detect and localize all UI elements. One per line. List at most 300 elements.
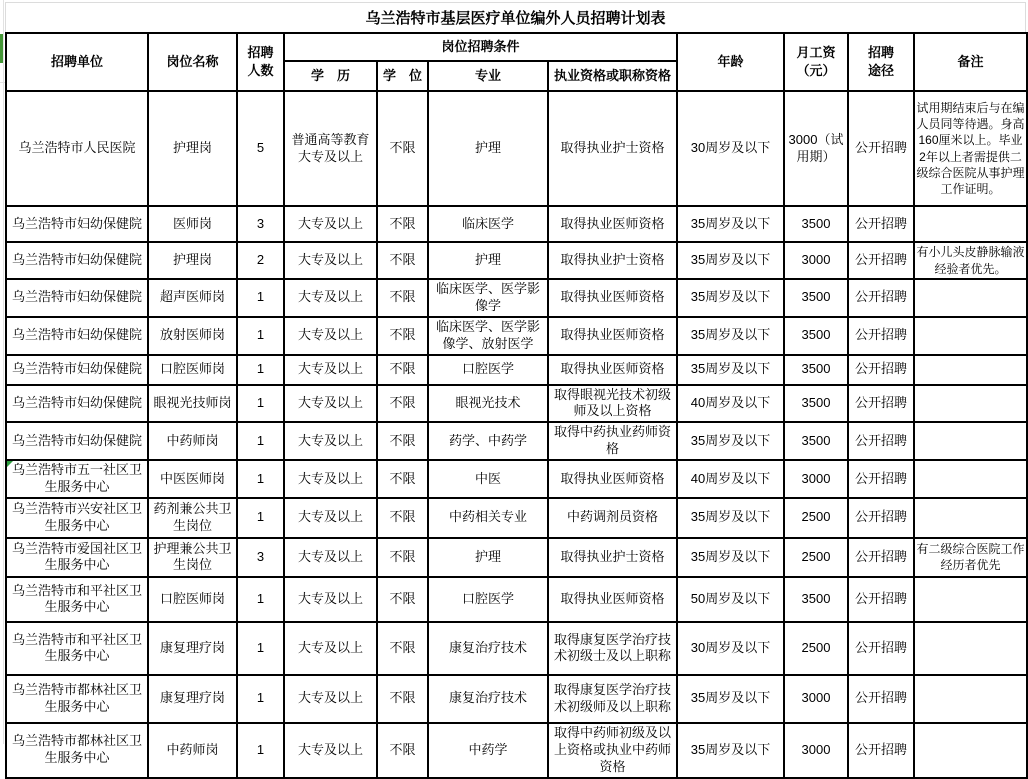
cell-unit[interactable]	[6, 422, 148, 460]
cell-unit[interactable]	[6, 498, 148, 538]
cell-education[interactable]	[284, 91, 377, 206]
table-title[interactable]: 乌兰浩特市基层医疗单位编外人员招聘计划表	[5, 2, 1026, 32]
cell-channel[interactable]	[848, 723, 914, 778]
cell-channel[interactable]	[848, 675, 914, 723]
col-header-degree[interactable]: 学 位	[377, 61, 428, 91]
cell-remark[interactable]	[914, 538, 1027, 577]
cell-education[interactable]	[284, 675, 377, 723]
cell-remark[interactable]	[914, 622, 1027, 675]
cell-degree[interactable]	[377, 538, 428, 577]
cell-text: 口腔医学	[461, 361, 514, 377]
cell-text: 放射医师岗	[159, 327, 225, 343]
cell-salary[interactable]	[784, 460, 848, 498]
cell-channel[interactable]	[848, 498, 914, 538]
col-header-post[interactable]: 岗位名称	[148, 33, 237, 91]
cell-text: 公开招聘	[855, 215, 908, 231]
cell-unit[interactable]	[6, 279, 148, 317]
cell-age[interactable]	[677, 538, 784, 577]
cell-text: 公开招聘	[855, 395, 908, 410]
cell-qualification[interactable]	[548, 355, 677, 385]
cell-unit[interactable]	[6, 242, 148, 279]
cell-text: 40周岁及以下	[690, 395, 771, 410]
table-row	[6, 279, 1027, 317]
cell-salary[interactable]	[784, 91, 848, 206]
cell-text: 取得执业护士资格	[560, 252, 665, 268]
cell-degree[interactable]	[377, 242, 428, 279]
col-header-count[interactable]: 招聘人数	[237, 33, 284, 91]
cell-age[interactable]	[677, 385, 784, 423]
cell-major[interactable]	[428, 538, 548, 577]
cell-text: 1	[256, 639, 265, 655]
table-row	[6, 538, 1027, 577]
cell-text: 乌兰浩特市人民医院	[18, 140, 136, 156]
cell-count[interactable]	[237, 622, 284, 675]
cell-qualification[interactable]	[548, 675, 677, 723]
cell-post[interactable]	[148, 317, 237, 355]
cell-text: 乌兰浩特市都林社区卫生服务中心	[11, 682, 142, 714]
cell-text: 30周岁及以下	[690, 140, 771, 156]
cell-remark[interactable]	[914, 242, 1027, 279]
cell-major[interactable]	[428, 279, 548, 317]
cell-major[interactable]	[428, 91, 548, 206]
cell-text: 眼视光技师岗	[153, 395, 232, 410]
cell-channel[interactable]	[848, 538, 914, 577]
cell-error-flag-icon	[7, 461, 13, 467]
cell-text: 3	[256, 215, 265, 231]
cell-text: 大专及以上	[297, 639, 363, 655]
cell-major[interactable]	[428, 723, 548, 778]
col-header-qualification[interactable]: 执业资格或职称资格	[548, 61, 677, 91]
cell-text: 取得执业护士资格	[560, 548, 665, 564]
cell-post[interactable]	[148, 422, 237, 460]
cell-text: 乌兰浩特市都林社区卫生服务中心	[11, 733, 142, 766]
cell-text: 3500	[801, 289, 831, 305]
cell-text: 公开招聘	[855, 470, 908, 486]
cell-text: 35周岁及以下	[690, 741, 771, 757]
cell-degree[interactable]	[377, 577, 428, 622]
cell-text: 乌兰浩特市妇幼保健院	[11, 432, 142, 448]
cell-post[interactable]	[148, 355, 237, 385]
cell-channel[interactable]	[848, 355, 914, 385]
cell-text: 取得康复医学治疗技术初级士及以上职称	[554, 631, 672, 664]
cell-education[interactable]	[284, 723, 377, 778]
cell-remark[interactable]	[914, 498, 1027, 538]
cell-qualification[interactable]	[548, 206, 677, 242]
cell-text: 大专及以上	[297, 741, 363, 757]
cell-text: 3000	[801, 470, 831, 486]
cell-education[interactable]	[284, 355, 377, 385]
cell-major[interactable]	[428, 317, 548, 355]
cell-remark[interactable]	[914, 675, 1027, 723]
cell-age[interactable]	[677, 355, 784, 385]
cell-text: 取得执业医师资格	[560, 590, 665, 606]
cell-text: 乌兰浩特市妇幼保健院	[11, 327, 142, 343]
cell-degree[interactable]	[377, 317, 428, 355]
cell-text: 口腔医学	[461, 590, 514, 606]
cell-unit[interactable]	[6, 723, 148, 778]
cell-count[interactable]	[237, 317, 284, 355]
cell-post[interactable]	[148, 460, 237, 498]
cell-text: 乌兰浩特市妇幼保健院	[11, 215, 142, 231]
table-row	[6, 675, 1027, 723]
cell-post[interactable]	[148, 498, 237, 538]
cell-count[interactable]	[237, 577, 284, 622]
table-row	[6, 422, 1027, 460]
cell-major[interactable]	[428, 422, 548, 460]
cell-text: 35周岁及以下	[690, 690, 771, 706]
cell-text: 大专及以上	[297, 690, 363, 706]
cell-salary[interactable]	[784, 206, 848, 242]
cell-remark[interactable]	[914, 279, 1027, 317]
cell-degree[interactable]	[377, 91, 428, 206]
cell-unit[interactable]	[6, 91, 148, 206]
cell-age[interactable]	[677, 242, 784, 279]
cell-text: 乌兰浩特市妇幼保健院	[11, 395, 142, 410]
cell-age[interactable]	[677, 91, 784, 206]
cell-text: 3500	[801, 327, 831, 343]
cell-text: 3000	[801, 252, 831, 268]
cell-unit[interactable]	[6, 206, 148, 242]
cell-post[interactable]	[148, 91, 237, 206]
cell-major[interactable]	[428, 622, 548, 675]
cell-degree[interactable]	[377, 498, 428, 538]
cell-unit[interactable]	[6, 355, 148, 385]
cell-post[interactable]	[148, 675, 237, 723]
cell-text: 2500	[801, 548, 831, 564]
cell-education[interactable]	[284, 622, 377, 675]
cell-qualification[interactable]	[548, 91, 677, 206]
col-header-age[interactable]: 年龄	[677, 33, 784, 91]
cell-count[interactable]	[237, 723, 284, 778]
cell-qualification[interactable]	[548, 317, 677, 355]
cell-channel[interactable]	[848, 242, 914, 279]
cell-unit[interactable]	[6, 622, 148, 675]
cell-text: 中药师岗	[166, 432, 219, 448]
cell-qualification[interactable]	[548, 422, 677, 460]
cell-count[interactable]	[237, 206, 284, 242]
cell-salary[interactable]	[784, 538, 848, 577]
cell-channel[interactable]	[848, 422, 914, 460]
cell-salary[interactable]	[784, 422, 848, 460]
cell-text: 公开招聘	[855, 639, 908, 655]
cell-text: 不限	[389, 432, 416, 448]
col-header-salary[interactable]: 月工资（元）	[784, 33, 848, 91]
cell-education[interactable]	[284, 577, 377, 622]
cell-text: 3500	[801, 395, 831, 410]
cell-text: 口腔医师岗	[159, 361, 225, 377]
cell-remark[interactable]	[914, 460, 1027, 498]
col-header-major[interactable]: 专业	[428, 61, 548, 91]
cell-age[interactable]	[677, 498, 784, 538]
cell-education[interactable]	[284, 460, 377, 498]
cell-text: 眼视光技术	[455, 395, 521, 410]
cell-text: 1	[256, 289, 265, 305]
cell-salary[interactable]	[784, 355, 848, 385]
cell-text: 不限	[389, 548, 416, 564]
cell-remark[interactable]	[914, 422, 1027, 460]
cell-unit[interactable]	[6, 317, 148, 355]
cell-text: 不限	[389, 289, 416, 305]
col-header-education[interactable]: 学 历	[284, 61, 377, 91]
cell-remark[interactable]	[914, 355, 1027, 385]
cell-text: 试用期结束后与在编人员同等待遇。身高160厘米以上。毕业2年以上者需提供二级综合医院从事护理工作证明。	[916, 100, 1025, 196]
cell-qualification[interactable]	[548, 279, 677, 317]
cell-text: 1	[256, 509, 265, 525]
cell-age[interactable]	[677, 723, 784, 778]
cell-text: 3500	[801, 432, 831, 448]
cell-education[interactable]	[284, 422, 377, 460]
cell-text: 取得执业医师资格	[560, 327, 665, 343]
cell-text: 公开招聘	[855, 140, 908, 156]
cell-text: 3000	[801, 741, 831, 757]
cell-text: 药学、中药学	[448, 432, 527, 448]
cell-text: 康复理疗岗	[159, 639, 225, 655]
table-row	[6, 91, 1027, 206]
cell-channel[interactable]	[848, 279, 914, 317]
cell-age[interactable]	[677, 279, 784, 317]
cell-salary[interactable]	[784, 317, 848, 355]
cell-education[interactable]	[284, 242, 377, 279]
cell-text: 取得执业医师资格	[560, 470, 665, 486]
cell-major[interactable]	[428, 355, 548, 385]
cell-text: 取得执业医师资格	[560, 361, 665, 377]
cell-degree[interactable]	[377, 206, 428, 242]
cell-post[interactable]	[148, 242, 237, 279]
cell-text: 不限	[389, 509, 416, 525]
cell-qualification[interactable]	[548, 498, 677, 538]
cell-text: 大专及以上	[297, 590, 363, 606]
cell-text: 公开招聘	[855, 252, 908, 268]
table-row	[6, 242, 1027, 279]
cell-text: 口腔医师岗	[159, 590, 225, 606]
cell-text: 2	[256, 252, 265, 268]
table-row	[6, 577, 1027, 622]
cell-education[interactable]	[284, 538, 377, 577]
cell-text: 取得执业医师资格	[560, 289, 665, 305]
cell-count[interactable]	[237, 242, 284, 279]
cell-age[interactable]	[677, 206, 784, 242]
cell-count[interactable]	[237, 460, 284, 498]
cell-major[interactable]	[428, 385, 548, 423]
sheet-gridline-vertical	[3, 0, 4, 744]
cell-unit[interactable]	[6, 577, 148, 622]
cell-text: 大专及以上	[297, 327, 363, 343]
cell-unit[interactable]	[6, 460, 148, 498]
row-selection-indicator	[0, 34, 3, 63]
cell-salary[interactable]	[784, 622, 848, 675]
cell-text: 护理岗	[172, 140, 212, 156]
cell-count[interactable]	[237, 538, 284, 577]
cell-count[interactable]	[237, 355, 284, 385]
cell-major[interactable]	[428, 577, 548, 622]
cell-text: 护理	[474, 140, 501, 156]
cell-text: 乌兰浩特市和平社区卫生服务中心	[11, 631, 142, 664]
cell-count[interactable]	[237, 675, 284, 723]
cell-education[interactable]	[284, 279, 377, 317]
cell-text: 5	[256, 140, 265, 156]
cell-text: 取得中药师初级及以上资格或执业中药师资格	[554, 724, 672, 774]
cell-salary[interactable]	[784, 577, 848, 622]
table-row	[6, 317, 1027, 355]
cell-qualification[interactable]	[548, 622, 677, 675]
cell-salary[interactable]	[784, 242, 848, 279]
cell-text: 3000（试用期）	[788, 131, 844, 164]
cell-text: 公开招聘	[855, 548, 908, 564]
cell-text: 不限	[389, 470, 416, 486]
cell-salary[interactable]	[784, 279, 848, 317]
table-row	[6, 498, 1027, 538]
cell-remark[interactable]	[914, 317, 1027, 355]
table-body	[6, 91, 1027, 778]
cell-text: 公开招聘	[855, 690, 908, 706]
cell-degree[interactable]	[377, 460, 428, 498]
cell-major[interactable]	[428, 675, 548, 723]
cell-text: 35周岁及以下	[690, 432, 771, 448]
table-row	[6, 460, 1027, 498]
col-header-remark[interactable]: 备注	[914, 33, 1027, 91]
cell-channel[interactable]	[848, 460, 914, 498]
cell-text: 2500	[801, 639, 831, 655]
cell-qualification[interactable]	[548, 242, 677, 279]
cell-count[interactable]	[237, 498, 284, 538]
cell-education[interactable]	[284, 385, 377, 423]
cell-degree[interactable]	[377, 622, 428, 675]
cell-text: 40周岁及以下	[690, 470, 771, 486]
cell-channel[interactable]	[848, 385, 914, 423]
table-row	[6, 355, 1027, 385]
cell-channel[interactable]	[848, 577, 914, 622]
cell-post[interactable]	[148, 279, 237, 317]
cell-post[interactable]	[148, 577, 237, 622]
cell-major[interactable]	[428, 206, 548, 242]
cell-salary[interactable]	[784, 723, 848, 778]
cell-age[interactable]	[677, 675, 784, 723]
cell-degree[interactable]	[377, 355, 428, 385]
cell-channel[interactable]	[848, 622, 914, 675]
cell-text: 公开招聘	[855, 590, 908, 606]
cell-remark[interactable]	[914, 206, 1027, 242]
cell-remark[interactable]	[914, 91, 1027, 206]
cell-count[interactable]	[237, 385, 284, 423]
cell-salary[interactable]	[784, 498, 848, 538]
cell-post[interactable]	[148, 206, 237, 242]
cell-post[interactable]	[148, 385, 237, 423]
cell-text: 中医	[474, 470, 501, 486]
cell-qualification[interactable]	[548, 723, 677, 778]
cell-major[interactable]	[428, 242, 548, 279]
cell-text: 大专及以上	[297, 432, 363, 448]
cell-age[interactable]	[677, 317, 784, 355]
col-header-conditions-group[interactable]: 岗位招聘条件	[284, 33, 677, 61]
cell-unit[interactable]	[6, 675, 148, 723]
cell-text: 临床医学、医学影像学、放射医学	[435, 318, 540, 351]
cell-count[interactable]	[237, 279, 284, 317]
cell-education[interactable]	[284, 206, 377, 242]
cell-post[interactable]	[148, 723, 237, 778]
cell-post[interactable]	[148, 538, 237, 577]
cell-degree[interactable]	[377, 279, 428, 317]
cell-education[interactable]	[284, 317, 377, 355]
cell-major[interactable]	[428, 498, 548, 538]
cell-qualification[interactable]	[548, 385, 677, 423]
cell-text: 护理兼公共卫生岗位	[153, 540, 232, 573]
cell-text: 2500	[801, 509, 831, 525]
cell-post[interactable]	[148, 622, 237, 675]
cell-text: 普通高等教育大专及以上	[291, 131, 370, 164]
cell-salary[interactable]	[784, 385, 848, 423]
cell-remark[interactable]	[914, 723, 1027, 778]
cell-text: 临床医学	[461, 215, 514, 231]
cell-text: 公开招聘	[855, 361, 908, 377]
cell-qualification[interactable]	[548, 460, 677, 498]
table-row	[6, 723, 1027, 778]
cell-unit[interactable]	[6, 538, 148, 577]
cell-text: 35周岁及以下	[690, 289, 771, 305]
cell-text: 乌兰浩特市兴安社区卫生服务中心	[11, 501, 142, 533]
cell-channel[interactable]	[848, 206, 914, 242]
cell-text: 不限	[389, 327, 416, 343]
cell-remark[interactable]	[914, 577, 1027, 622]
cell-qualification[interactable]	[548, 538, 677, 577]
cell-salary[interactable]	[784, 675, 848, 723]
cell-text: 大专及以上	[297, 289, 363, 305]
cell-degree[interactable]	[377, 675, 428, 723]
cell-text: 35周岁及以下	[690, 327, 771, 343]
cell-text: 不限	[389, 395, 416, 410]
cell-text: 临床医学、医学影像学	[435, 281, 540, 313]
cell-text: 有二级综合医院工作经历者优先	[916, 542, 1025, 573]
cell-age[interactable]	[677, 460, 784, 498]
cell-text: 大专及以上	[297, 395, 363, 410]
cell-age[interactable]	[677, 577, 784, 622]
cell-unit[interactable]	[6, 385, 148, 423]
cell-text: 3500	[801, 215, 831, 231]
cell-degree[interactable]	[377, 385, 428, 423]
cell-text: 药剂兼公共卫生岗位	[153, 501, 232, 533]
cell-text: 中医医师岗	[159, 470, 225, 486]
cell-text: 公开招聘	[855, 741, 908, 757]
cell-text: 有小儿头皮静脉输液经验者优先。	[916, 245, 1025, 276]
cell-degree[interactable]	[377, 422, 428, 460]
cell-qualification[interactable]	[548, 577, 677, 622]
cell-age[interactable]	[677, 622, 784, 675]
cell-text: 大专及以上	[297, 548, 363, 564]
cell-text: 50周岁及以下	[690, 590, 771, 606]
cell-text: 取得康复医学治疗技术初级师及以上职称	[554, 682, 672, 714]
col-header-channel[interactable]: 招聘途径	[848, 33, 914, 91]
cell-count[interactable]	[237, 422, 284, 460]
col-header-unit[interactable]: 招聘单位	[6, 33, 148, 91]
cell-text: 康复治疗技术	[448, 639, 527, 655]
cell-text: 1	[256, 361, 265, 377]
cell-channel[interactable]	[848, 317, 914, 355]
cell-degree[interactable]	[377, 723, 428, 778]
cell-remark[interactable]	[914, 385, 1027, 423]
cell-text: 1	[256, 470, 265, 486]
recruitment-table	[5, 32, 1028, 779]
cell-education[interactable]	[284, 498, 377, 538]
cell-text: 乌兰浩特市爱国社区卫生服务中心	[11, 540, 142, 573]
cell-age[interactable]	[677, 422, 784, 460]
cell-count[interactable]	[237, 91, 284, 206]
cell-text: 1	[256, 741, 265, 757]
cell-text: 大专及以上	[297, 215, 363, 231]
table-row	[6, 622, 1027, 675]
cell-channel[interactable]	[848, 91, 914, 206]
header-row-top	[6, 33, 1027, 61]
cell-major[interactable]	[428, 460, 548, 498]
cell-text: 35周岁及以下	[690, 215, 771, 231]
